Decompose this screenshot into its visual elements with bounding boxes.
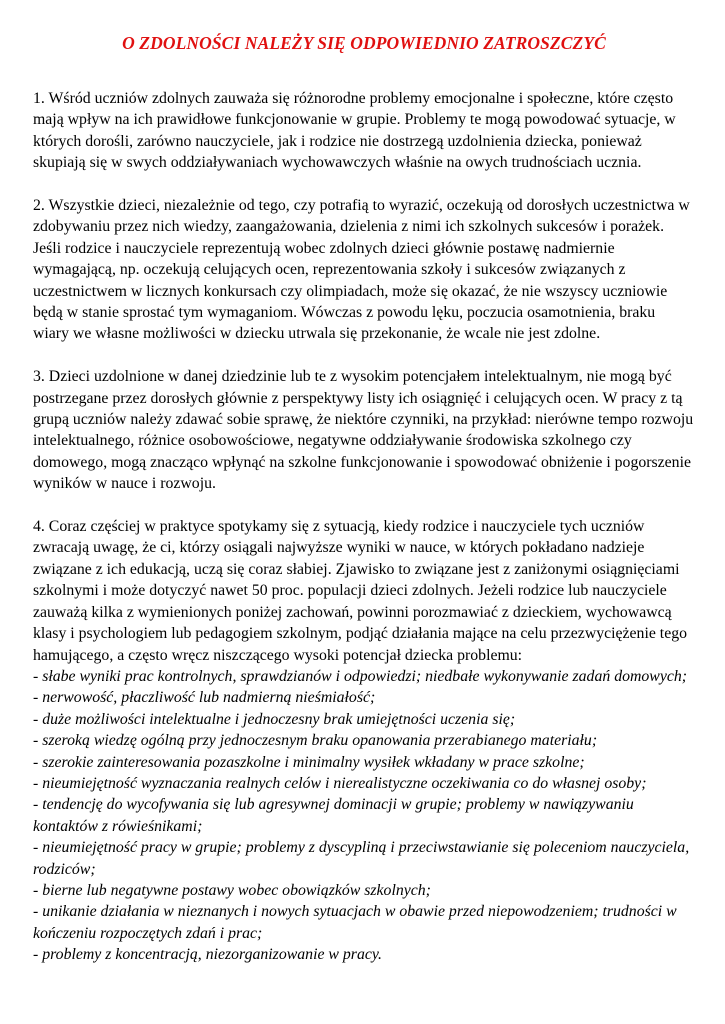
list-item: - problemy z koncentracją, niezorganizowanie w pracy. [33, 946, 382, 964]
paragraph-3: 3. Dzieci uzdolnione w danej dziedzinie lub te z wysokim potencjałem intelektualnym, nie mogą być postrzegane przez dorosłych głównie z perspektywy listy ich osiągnięć i celujących ocen. W pracy z tą grupą uczniów należy zdawać sobie sprawę, że niektóre czynniki, na przykład: nierówne tempo rozwoju intelektualnego, różnice osobowościowe, negatywne oddziaływanie środowiska szkolnego czy domowego, mogą znacząco wpłynąć na szkolne funkcjonowanie i spowodować obniżenie i pogorszenie wyników w nauce i rozwoju. [33, 368, 694, 493]
list-item: - nerwowość, płaczliwość lub nadmierną nieśmiałość; [33, 689, 376, 707]
list-item: - nieumiejętność pracy w grupie; problemy z dyscypliną i przeciwstawianie się poleceniom nauczyciela, rodziców; [33, 839, 690, 878]
paragraph-1: 1. Wśród uczniów zdolnych zauważa się różnorodne problemy emocjonalne i społeczne, które często mają wpływ na ich prawidłowe funkcjonowanie w grupie. Problemy te mogą powodować sytuacje, w których dorośli, zarówno nauczyciele, jak i rodzice nie dostrzegą uzdolnienia dziecka, ponieważ skupiają się w swych oddziaływaniach wychowawczych właśnie na owych trudnościach ucznia. [33, 90, 676, 172]
list-item: - bierne lub negatywne postawy wobec obowiązków szkolnych; [33, 881, 431, 899]
list-item: - słabe wyniki prac kontrolnych, sprawdzianów i odpowiedzi; niedbałe wykonywanie zadań domowych; [33, 667, 688, 685]
document-page [33, 32, 695, 966]
list-item: - szeroką wiedzę ogólną przy jednoczesnym braku opanowania przerabianego materiału; [33, 732, 598, 750]
behavior-list [33, 666, 695, 966]
document-title: O ZDOLNOŚCI NALEŻY SIĘ ODPOWIEDNIO ZATROSZCZYĆ [122, 33, 606, 53]
list-item: - duże możliwości intelektualne i jednoczesny brak umiejętności uczenia się; [33, 710, 516, 728]
list-item: - unikanie działania w nieznanych i nowych sytuacjach w obawie przed niepowodzeniem; trudności w kończeniu rozpoczętych zdań i prac; [33, 903, 677, 942]
paragraph-2: 2. Wszystkie dzieci, niezależnie od tego, czy potrafią to wyrazić, oczekują od dorosłych uczestnictwa w zdobywaniu przez nich wiedzy, zaangażowania, dzielenia z nimi ich szkolnych sukcesów i porażek. Jeśli rodzice i nauczyciele reprezentują wobec zdolnych dzieci głównie postawę nadmiernie wymagającą, np. oczekują celujących ocen, reprezentowania szkoły i sukcesów związanych z uczestnictwem w licznych konkursach czy olimpiadach, może się okazać, że nie wszyscy uczniowie będą w stanie sprostać tym wymaganiom. Wówczas z powodu lęku, poczucia osamotnienia, braku wiary we własne możliwości w dziecku utrwala się przekonanie, że wcale nie jest zdolne. [33, 197, 690, 343]
list-item: - nieumiejętność wyznaczania realnych celów i nierealistyczne oczekiwania co do własnej osoby; [33, 774, 647, 792]
list-item: - tendencję do wycofywania się lub agresywnej dominacji w grupie; problemy w nawiązywaniu kontaktów z rówieśnikami; [33, 796, 634, 835]
paragraph-4: 4. Coraz częściej w praktyce spotykamy się z sytuacją, kiedy rodzice i nauczyciele tych uczniów zwracają uwagę, że ci, którzy osiągali najwyższe wyniki w nauce, w których pokładano nadzieje związane z ich edukacją, uczą się coraz słabiej. Zjawisko to związane jest z zaniżonymi osiągnięciami szkolnymi i może dotyczyć nawet 50 proc. populacji dzieci zdolnych. Jeżeli rodzice lub nauczyciele zauważą kilka z wymienionych poniżej zachowań, powinni porozmawiać z dzieckiem, wychowawcą klasy i psychologiem lub pedagogiem szkolnym, podjąć działania mające na celu przezwyciężenie tego hamującego, a często wręcz niszczącego wysoki potencjał dziecka problemu: [33, 518, 688, 664]
list-item: - szerokie zainteresowania pozaszkolne i minimalny wysiłek wkładany w prace szkolne; [33, 753, 585, 771]
